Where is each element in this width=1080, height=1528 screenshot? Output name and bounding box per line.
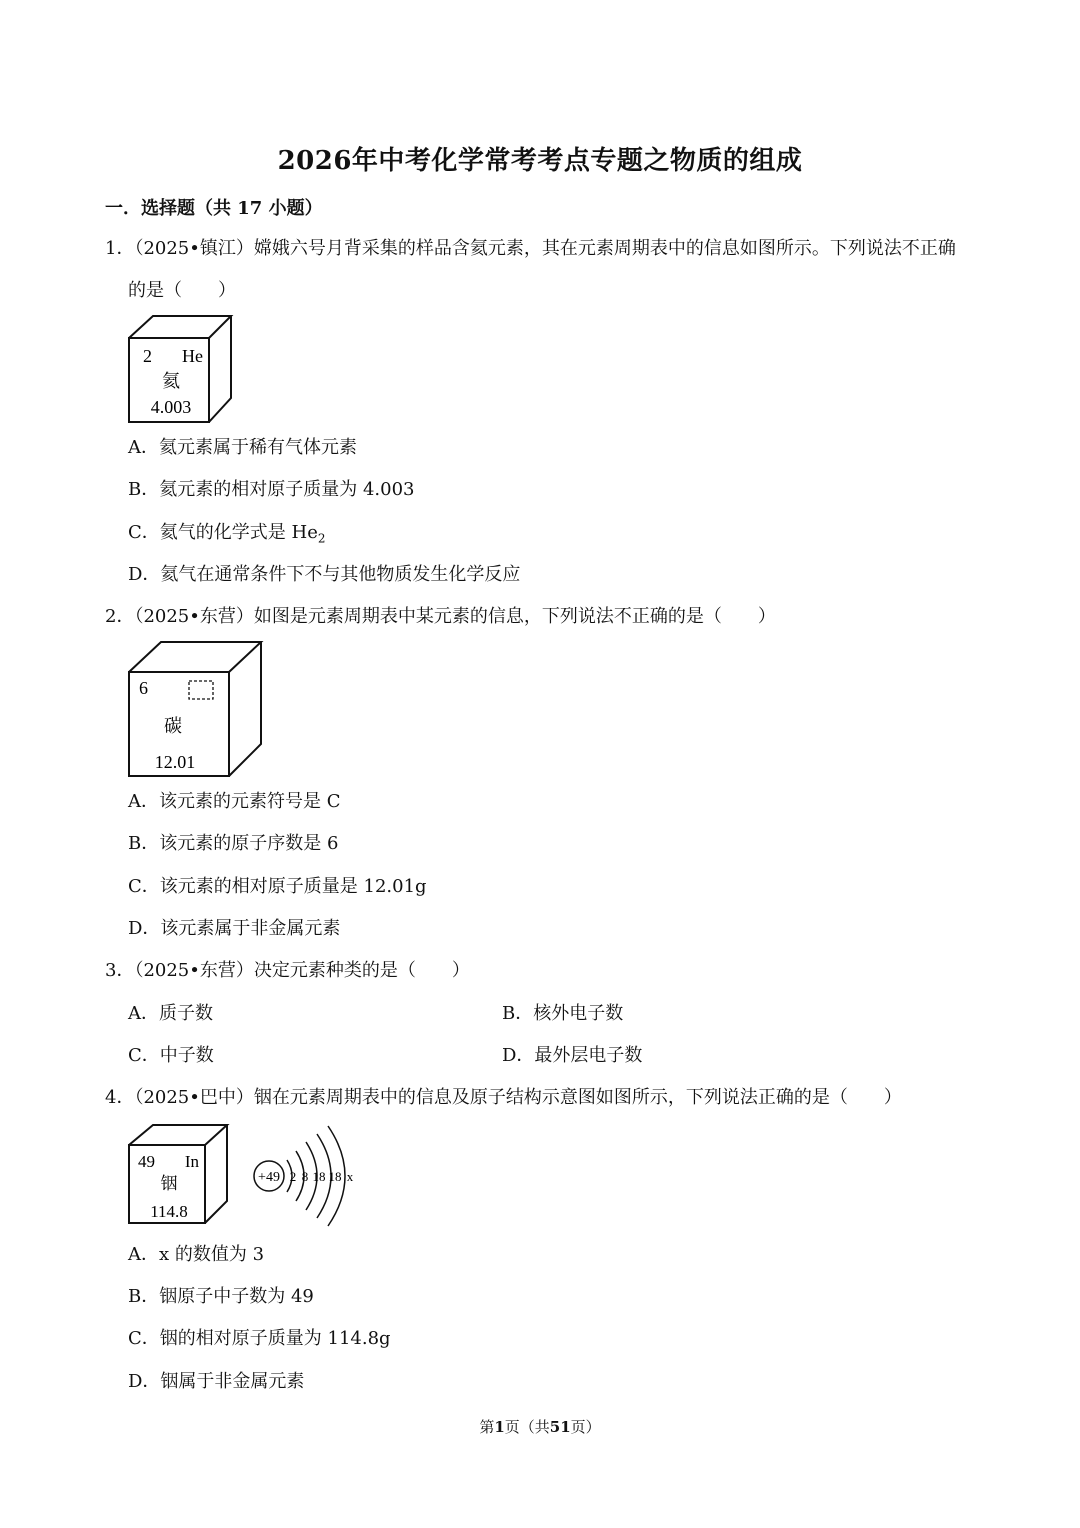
- question-3-option-b: B．核外电子数: [502, 1003, 624, 1024]
- shell-5-electrons: x: [346, 1169, 354, 1184]
- question-2-option-a: A．该元素的元素符号是 C: [128, 791, 341, 812]
- question-1-option-a: A．氦元素属于稀有气体元素: [128, 437, 357, 458]
- carbon-element-card: [125, 638, 267, 780]
- question-1-option-b: B．氦元素的相对原子质量为 4.003: [128, 479, 415, 500]
- question-4-option-c: C．铟的相对原子质量为 114.8g: [128, 1328, 391, 1349]
- indium-atom-structure-diagram: [250, 1124, 362, 1228]
- helium-number: 2: [143, 346, 152, 366]
- indium-symbol: In: [184, 1152, 199, 1171]
- total-page-count: 51: [549, 1418, 571, 1436]
- helium-name: 氦: [162, 371, 180, 391]
- nucleus-charge: +49: [258, 1170, 280, 1185]
- question-2-option-b: B．该元素的原子序数是 6: [128, 833, 339, 854]
- question-3-option-c: C．中子数: [128, 1045, 214, 1066]
- question-4-stem: 4．（2025•巴中）铟在元素周期表中的信息及原子结构示意图如图所示，下列说法正确的是（ ）: [105, 1087, 902, 1108]
- question-2-option-d: D．该元素属于非金属元素: [128, 918, 341, 939]
- question-1-option-d: D．氦气在通常条件下不与其他物质发生化学反应: [128, 564, 521, 585]
- question-1-option-c: C．氦气的化学式是 $He_2$: [128, 522, 326, 546]
- indium-number: 49: [138, 1152, 155, 1171]
- page-footer: 第1页（共51页）: [479, 1418, 601, 1436]
- shell-1-electrons: 2: [289, 1169, 297, 1184]
- question-1-stem: 1．（2025•镇江）嫦娥六号月背采集的样品含氦元素，其在元素周期表中的信息如图所示。下列说法不正确: [105, 238, 956, 259]
- shell-2-electrons: 8: [301, 1169, 309, 1184]
- helium-mass: 4.003: [150, 397, 192, 417]
- helium-element-card: [125, 312, 235, 426]
- helium-symbol: He: [182, 346, 203, 366]
- question-3-option-d: D．最外层电子数: [502, 1045, 643, 1066]
- question-4-option-b: B．铟原子中子数为 49: [128, 1286, 314, 1307]
- question-2-option-c: C．该元素的相对原子质量是 12.01g: [128, 876, 427, 897]
- shell-3-electrons: 18: [312, 1169, 326, 1184]
- question-4-option-a: A．x 的数值为 3: [128, 1244, 265, 1265]
- indium-name: 铟: [160, 1174, 178, 1193]
- indium-element-card: [125, 1121, 235, 1227]
- question-4-option-d: D．铟属于非金属元素: [128, 1371, 305, 1392]
- carbon-number: 6: [139, 678, 148, 698]
- question-2-stem: 2．（2025•东营）如图是元素周期表中某元素的信息，下列说法不正确的是（ ）: [105, 606, 776, 627]
- current-page-number: 1: [494, 1418, 505, 1436]
- question-1-stem-cont: 的是（ ）: [128, 280, 236, 301]
- carbon-mass: 12.01: [154, 752, 196, 772]
- question-3-option-a: A．质子数: [128, 1003, 213, 1024]
- section-heading: 一．选择题（共 17 小题）: [105, 198, 323, 219]
- indium-mass: 114.8: [150, 1202, 188, 1221]
- carbon-name: 碳: [164, 716, 182, 736]
- question-3-stem: 3．（2025•东营）决定元素种类的是（ ）: [105, 960, 470, 981]
- shell-4-electrons: 18: [328, 1169, 342, 1184]
- page-title: 2026年中考化学常考考点专题之物质的组成: [277, 146, 803, 176]
